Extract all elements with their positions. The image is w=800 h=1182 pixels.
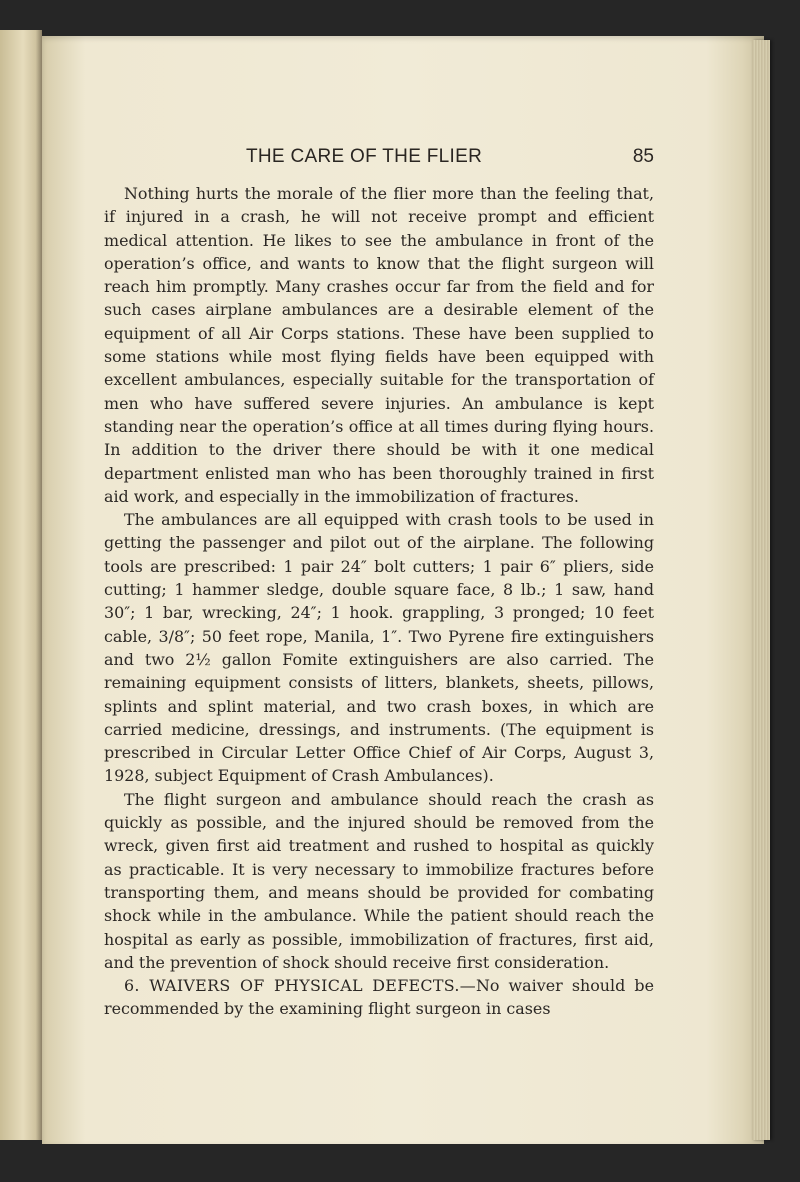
paragraph-morale: Nothing hurts the morale of the flier more than the feeling that, if injured in a crash, he will not receive prompt and efficient medical attention. He likes to see the ambulance in front of the operation’s office, and wants to know that the flight surgeon will reach him promptly. Many crashes occur far from the field and for such cases airplane ambulances are a desirable element of the equipment of all Air Corps stations. These have been supplied to some stations while most flying fields have been equipped with excellent ambulances, especially suitable for the transportation of men who have suffered severe injuries. An ambulance is kept standing near the operation’s office at all times during flying hours. In addition to the driver there should be with it one medical department enlisted man who has been thoroughly trained in first aid work, and especially in the immobilization of fractures. [104,184,654,506]
section-heading: 6. WAIVERS OF PHYSICAL DEFECTS.— [124,976,476,996]
page-number: 85 [632,146,654,167]
body-text [104,182,654,1021]
running-title: THE CARE OF THE FLIER [246,146,483,167]
paragraph-crash-tools: The ambulances are all equipped with crash tools to be used in getting the passenger and pilot out of the airplane. The following tools are prescribed: 1 pair 24″ bolt cutters; 1 pair 6″ pliers, side cutting; 1 hammer sledge, double square face, 8 lb.; 1 saw, hand 30″; 1 bar, wrecking, 24″; 1 hook. grappling, 3 pronged; 10 feet cable, 3/8″; 50 feet rope, Manila, 1″. Two Pyrene fire extinguishers and two 2½ gallon Fomite extinguishers are also carried. The remaining equipment consists of litters, blankets, sheets, pillows, splints and splint material, and two crash boxes, in which are carried medicine, dressings, and instruments. (The equipment is prescribed in Circular Letter Office Chief of Air Corps, August 3, 1928, subject Equipment of Crash Ambulances). [104,510,654,786]
page-stack-edge [752,40,770,1140]
running-head [104,146,654,170]
paragraph-waivers [104,974,654,1021]
facing-page-edge [0,30,42,1140]
section-text: No waiver should be recommended by the examining flight surgeon in cases [104,976,654,1019]
paragraph-flight-surgeon: The flight surgeon and ambulance should reach the crash as quickly as possible, and the injured should be removed from the wreck, given first aid treatment and rushed to hospital as quickly as practicable. It is very necessary to immobilize fractures before transporting them, and means should be provided for combating shock while in the ambulance. While the patient should reach the hospital as early as possible, immobilization of fractures, first aid, and the prevention of shock should receive first consideration. [104,789,654,972]
